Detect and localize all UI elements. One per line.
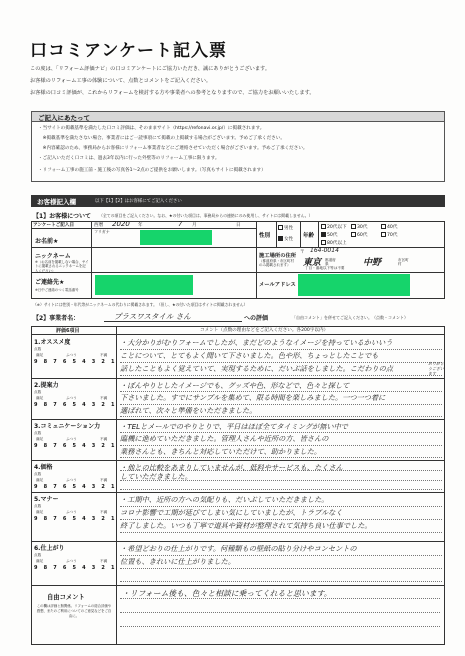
score-caption: 点数 (34, 390, 42, 394)
score-high-label: 満足 (36, 353, 44, 357)
eval-comment-line: ・希望どおりの仕上がりです。何種類もの壁紙の貼り分けやコンセントの (120, 544, 357, 553)
margin-note: ありがとうございます (428, 361, 444, 376)
eval-comment-line: していただきました。 (120, 472, 192, 482)
score-low-label: 不満 (100, 353, 108, 357)
q2-note: 「自由コメント」を併せてご記入ください。（点数・コメント） (292, 315, 408, 320)
phone-note: ※日中ご連絡のつく電話番号 (35, 288, 79, 292)
score-mid-label: ふつう (66, 437, 77, 441)
nickname-label: ニックネーム (35, 253, 71, 260)
col-comment-header: コメント（点数の理由などをご記入ください。各200字以内） (200, 328, 329, 333)
notice-line: ※内容確認のため、事務局からお客様にリフォーム事業者などにご連絡させていただく場合がございます。予めご了承ください。 (38, 146, 308, 151)
free-comment-note: この欄は評価と無関係。リフォームの総合評価や感想、またのご利用についてのご意見などをご自由に。 (36, 604, 112, 618)
postal-mark: 〒 (300, 250, 305, 255)
gender-option-female[interactable]: 女性 (278, 236, 293, 242)
score-mid-label: ふつう (66, 559, 77, 563)
eval-comment-line: ・工期中、近所の方への気配りも、だいぶしていただきました。 (120, 495, 329, 504)
eval-comment-line: 話したこともよく覚えていて、実現するために、だいぶ話をしました。こだわりの点 (120, 364, 393, 373)
company-underline (104, 321, 242, 322)
eval-item-name: 2.提案力 (34, 382, 59, 389)
prefecture: 東京 (303, 258, 322, 268)
score-low-label: 不満 (100, 396, 108, 400)
notice-line: ※掲載基準を満たさない場合、事業者にはご一読事項にて掲載の上掲載する場合がございます。予めご了承ください。 (38, 136, 285, 141)
city-unit: 市区町村 (398, 258, 409, 266)
score-scale[interactable]: 9 8 7 6 5 4 3 2 1 (34, 443, 117, 449)
date-label: アンケートご記入日 (33, 223, 75, 228)
notice-line: ・当サイトの掲載基準を満たした口コミ評価は、そのままサイト（https://refonavi.or.jp/）に掲載されます。 (38, 126, 265, 131)
eval-item-name: 5.マナー (34, 496, 59, 503)
free-comment-text: ・リフォーム後も、色々と相談に乗ってくれると思います。 (122, 589, 332, 598)
eval-comment-line: ことについて、とてもよく聞いて下さいました。色や形、ちょっとしたことでも (120, 351, 379, 360)
nickname-note: ※（お名前を掲載しない場合、サイトに掲載されるニックネームを記入ください） (35, 260, 89, 273)
score-low-label: 不満 (100, 437, 108, 441)
score-low-label: 不満 (100, 510, 108, 514)
notice-line: ・リフォーム工事の施工前・施工後の写真各1〜2点のご提供をお願いします。（写真もサイトに掲載されます） (38, 168, 266, 173)
date-year: 2020 (112, 220, 130, 228)
col-item-header: 評価6項目 (56, 328, 80, 334)
eval-item-name: 3.コミュニケーション力 (34, 423, 101, 430)
intro-line-1: この度は、「リフォーム評価ナビ」の口コミアンケートにご協力いただき、誠にありがとうございます。 (30, 66, 271, 72)
notice-box (31, 122, 445, 182)
score-caption: 点数 (34, 431, 42, 435)
score-low-label: 不満 (100, 559, 108, 563)
score-low-label: 不満 (100, 478, 108, 482)
redacted-phone (95, 275, 193, 295)
eval-comment-line: 終了しました。いつも丁寧で道具や資材が整理されて気持ち良い仕事でした。 (120, 521, 372, 530)
age-label: 年齢 (303, 233, 315, 239)
city: 中野 (363, 258, 382, 268)
date-era: 西暦 (94, 223, 104, 228)
q2-suffix: への評価 (244, 315, 269, 322)
score-mid-label: ふつう (66, 510, 77, 514)
age-option-30s[interactable]: 30代 (351, 224, 367, 230)
notice-header (31, 111, 445, 122)
prefecture-unit: 都道府県 (325, 258, 336, 266)
score-caption: 点数 (34, 504, 42, 508)
date-day-unit: 日 (236, 223, 241, 228)
email-label: メールアドレス (259, 282, 296, 288)
name-label: お名前★ (35, 238, 59, 245)
site-label: 施工場所の住所 (259, 253, 297, 259)
eval-item-name: 6.仕上がり (34, 545, 65, 552)
eval-comment-line: 業務さんとも、きちんと対応していただけて、助かりました。 (120, 446, 322, 456)
score-scale[interactable]: 9 8 7 6 5 4 3 2 1 (34, 402, 117, 408)
phone-label: ご連絡先★ (35, 279, 65, 286)
intro-line-2: お客様のリフォーム工事の体験について、点数とコメントをご記入ください。 (30, 78, 212, 84)
age-option-70s[interactable]: 70代 (381, 232, 397, 238)
q1-label: 【1】お客様について (33, 213, 92, 220)
gender-label: 性別 (259, 233, 271, 239)
address-note: 丁目・番地以下等は不要 (305, 266, 345, 270)
q2-label: 【2】事業者名： (33, 315, 80, 322)
eval-comment-line: 臨機に進めていただきました。管理人さんや近所の方、皆さんの (120, 434, 329, 444)
score-scale[interactable]: 9 8 7 6 5 4 3 2 1 (34, 484, 117, 490)
notice-line: ・ご記入いただく口コミは、過去3年以内に行った外壁等のリフォーム工事に限ります。 (38, 156, 220, 161)
redacted-email (298, 274, 410, 296)
customer-section-heading: お客様記入欄 (37, 197, 76, 206)
score-high-label: 満足 (36, 510, 44, 514)
eval-item-name: 4.価格 (34, 464, 53, 471)
gender-option-male[interactable]: 男性 (278, 225, 293, 231)
eval-comment-line: 選ばれて、次々と準備をいただきました。 (120, 405, 257, 415)
q2-company: プラスワスタイル さん (114, 312, 191, 321)
free-comment-label: 自由コメント (47, 594, 85, 601)
score-mid-label: ふつう (66, 396, 77, 400)
eval-comment-line: ・ぼんやりとしたイメージでも、グッズや色、形などで、色々と探して (120, 381, 350, 390)
score-high-label: 満足 (36, 478, 44, 482)
date-year-unit: 年 (138, 223, 143, 228)
score-mid-label: ふつう (66, 353, 77, 357)
eval-comment-line: 下さいました。すでにサンプルを集めて、限る時間を楽しみました。一つ一つ着に (120, 393, 386, 403)
form-title: 口コミアンケート記入票 (30, 41, 227, 61)
score-scale[interactable]: 9 8 7 6 5 4 3 2 1 (34, 359, 117, 365)
redacted-name (140, 230, 212, 245)
age-option-40s[interactable]: 40代 (381, 224, 397, 230)
eval-comment-line: ・他との比較をあまりしていませんが、低料やサービスも、たくさん (120, 463, 343, 472)
q1-note: （全ての項目をご記入ください。なお、★の付いた項目は、事務局からの連絡にのみ使用し、サイトには掲載しません。） (99, 213, 313, 218)
postal-code: 164-0014 (310, 247, 339, 254)
score-high-label: 満足 (36, 437, 44, 441)
furigana-label: フリガナ (94, 229, 110, 234)
customer-section-header (31, 195, 445, 207)
grid-footer-note: （※）サイトには性別・年代等がニックネームの代わりに掲載されます。（但し、★の付いた項目はサイトに掲載されません） (33, 302, 248, 307)
age-option-60s[interactable]: 60代 (351, 232, 367, 238)
intro-line-3: お客様の口コミ評価が、これからリフォームを検討する方や事業者への参考となりますので、ご協力をお願いいたします。 (30, 90, 315, 96)
score-scale[interactable]: 9 8 7 6 5 4 3 2 1 (34, 516, 117, 522)
eval-comment-line: ・TELとメールでのやりとりで、平日はほぼ全てタイミングが無い中で (120, 422, 348, 431)
age-option-80s[interactable]: 80代以上 (321, 240, 347, 246)
eval-comment-line: ・大分かりがむりフォームでしたが、まだどのようなイメージを持っているかいいう (120, 338, 393, 347)
score-caption: 点数 (34, 553, 42, 557)
date-month: 7 (178, 220, 183, 228)
score-mid-label: ふつう (66, 478, 77, 482)
score-caption: 点数 (34, 472, 42, 476)
score-high-label: 満足 (36, 396, 44, 400)
age-option-20s[interactable]: 20代以下 (321, 224, 347, 230)
score-scale[interactable]: 9 8 7 6 5 4 3 2 1 (34, 565, 117, 571)
notice-heading: ご記入にあたって (38, 114, 90, 122)
eval-item-name: 1.オススメ度 (34, 339, 71, 346)
score-high-label: 満足 (36, 559, 44, 563)
eval-comment-line: コロナ影響で工期が延びてしまい気にしていましたが、トラブルなく (120, 508, 343, 517)
site-note: （都道府県・市区町村のみ掲載されます） (259, 259, 294, 268)
customer-section-subheading: 以下【1】【2】はお客様にてご記入ください (95, 199, 182, 204)
score-caption: 点数 (34, 347, 42, 351)
eval-comment-line: 位置も、きれいに仕上がりました。 (120, 557, 236, 566)
age-option-50s[interactable]: 50代 (321, 232, 337, 238)
date-month-unit: 月 (192, 223, 197, 228)
